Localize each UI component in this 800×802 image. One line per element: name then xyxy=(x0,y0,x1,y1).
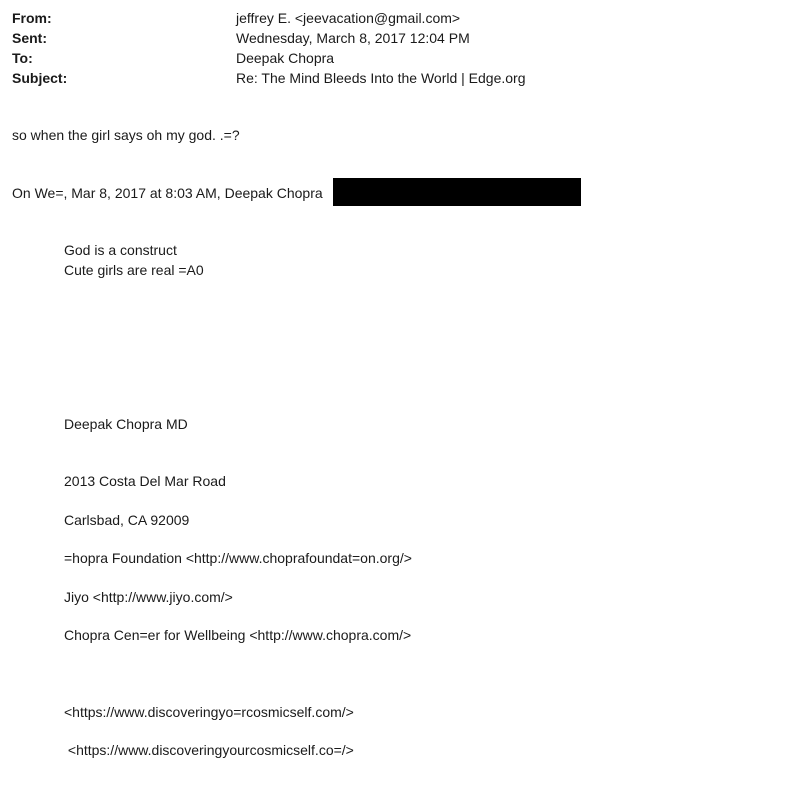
signature-address-1: 2013 Costa Del Mar Road xyxy=(64,473,226,489)
sent-value: Wednesday, March 8, 2017 12:04 PM xyxy=(236,30,470,46)
quoted-line-1: God is a construct xyxy=(64,242,177,258)
subject-value: Re: The Mind Bleeds Into the World | Edge.org xyxy=(236,70,526,86)
signature-link-jiyo: Jiyo <http://www.jiyo.com/> xyxy=(64,589,233,605)
redaction-box xyxy=(333,178,581,206)
reply-line: so when the girl says oh my god. .=? xyxy=(12,127,240,143)
signature-name: Deepak Chopra MD xyxy=(64,416,188,432)
from-value: jeffrey E. <jeevacation@gmail.com> xyxy=(236,10,461,26)
subject-label: Subject: xyxy=(12,70,68,86)
to-value: Deepak Chopra xyxy=(236,50,335,66)
to-label: To: xyxy=(12,50,33,66)
sent-label: Sent: xyxy=(12,30,47,46)
signature-address-2: Carlsbad, CA 92009 xyxy=(64,512,190,528)
signature-link-cosmicself-2: <https://www.discoveringyourcosmicself.co=/> xyxy=(64,742,354,758)
signature-link-foundation: =hopra Foundation <http://www.choprafoundat=on.org/> xyxy=(64,550,412,566)
from-label: From: xyxy=(12,10,52,26)
signature-link-chopra-center: Chopra Cen=er for Wellbeing <http://www.chopra.com/> xyxy=(64,627,412,643)
quoted-line-2: Cute girls are real =A0 xyxy=(64,262,204,278)
signature-link-cosmicself-1: <https://www.discoveringyo=rcosmicself.com/> xyxy=(64,704,354,720)
quote-intro: On We=, Mar 8, 2017 at 8:03 AM, Deepak Chopra xyxy=(12,185,323,201)
